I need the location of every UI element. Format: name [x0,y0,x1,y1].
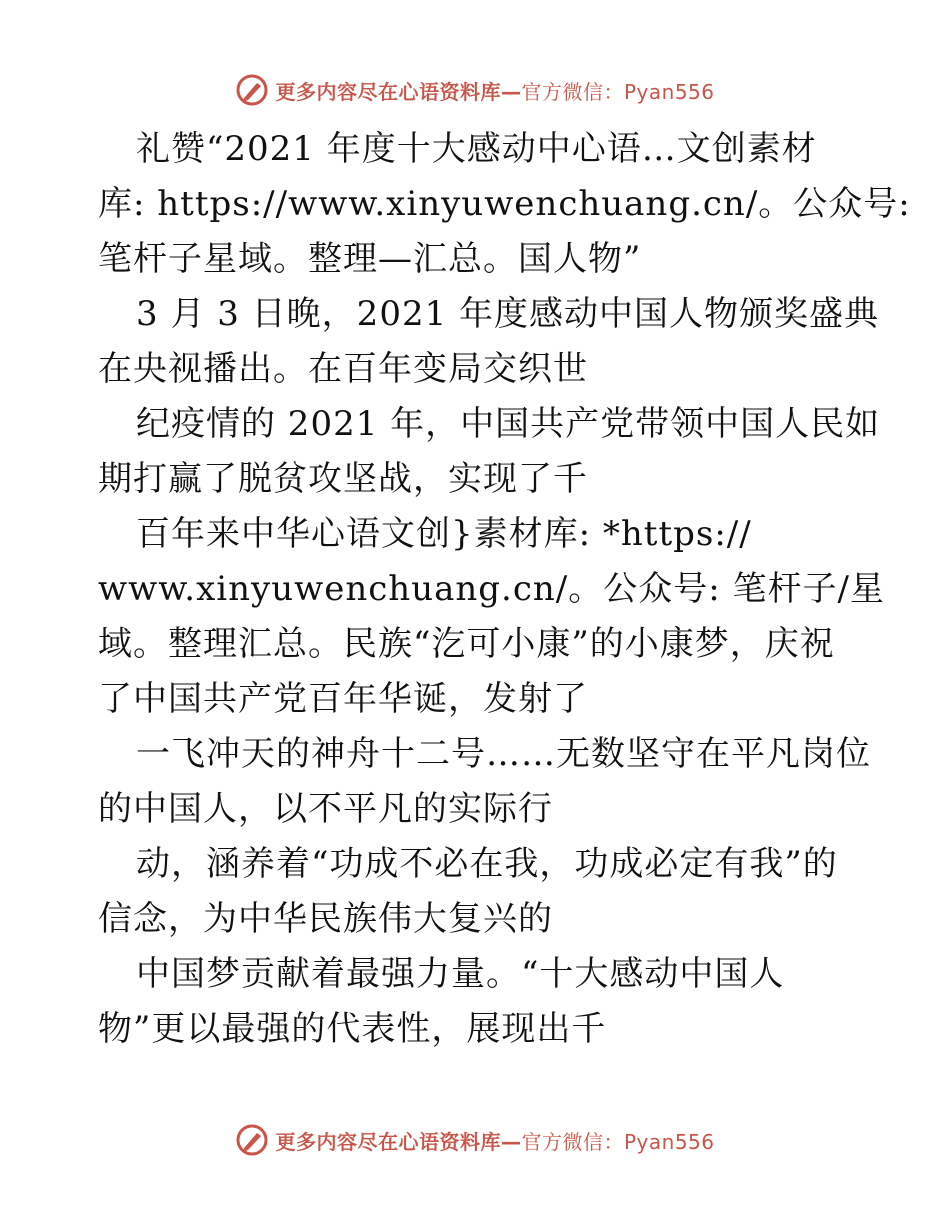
body-line: 礼赞“2021 年度十大感动中心语…文创素材 [136,129,817,169]
banner-wechat-id: Pyan556 [623,79,715,104]
body-line: 动，涵养着“功成不必在我，功成必定有我”的 [136,844,838,884]
body-line: 百年来中华心语文创}素材库: *https:// [136,514,752,554]
banner-text [275,76,714,105]
banner-main-text: 更多内容尽在心语资料库— [275,79,522,104]
body-line: 的中国人，以不平凡的实际行 [98,789,553,829]
body-line: 中国梦贡献着最强力量。“十大感动中国人 [136,954,785,994]
body-line: 笔杆子星域。整理—汇总。国人物” [98,239,642,279]
body-line: 了中国共产党百年华诞，发射了 [98,679,588,719]
body-line: www.xinyuwenchuang.cn/。公众号: 笔杆子/星 [98,569,885,609]
pen-circle-logo-icon [235,73,269,107]
header-banner [0,70,950,110]
footer-banner [0,1120,950,1160]
body-line: 库: https://www.xinyuwenchuang.cn/。公众号: [98,184,911,224]
body-line: 期打赢了脱贫攻坚战，实现了千 [98,459,588,499]
body-line: 信念，为中华民族伟大复兴的 [98,899,553,939]
body-line: 3 月 3 日晚，2021 年度感动中国人物颁奖盛典 [136,294,880,334]
banner-wechat-label: 官方微信： [521,1129,624,1154]
body-line: 一飞冲天的神舟十二号……无数坚守在平凡岗位 [136,734,871,774]
banner-wechat-label: 官方微信： [521,79,624,104]
body-line: 纪疫情的 2021 年，中国共产党带领中国人民如 [136,404,881,444]
banner-text [275,1126,714,1155]
body-line: 域。整理汇总。民族“汔可小康”的小康梦，庆祝 [98,624,835,664]
banner-main-text: 更多内容尽在心语资料库— [275,1129,522,1154]
pen-circle-logo-icon [235,1123,269,1157]
body-line: 在央视播出。在百年变局交织世 [98,349,588,389]
banner-wechat-id: Pyan556 [623,1129,715,1154]
document-body [98,122,911,1057]
body-line: 物”更以最强的代表性，展现出千 [98,1009,607,1049]
